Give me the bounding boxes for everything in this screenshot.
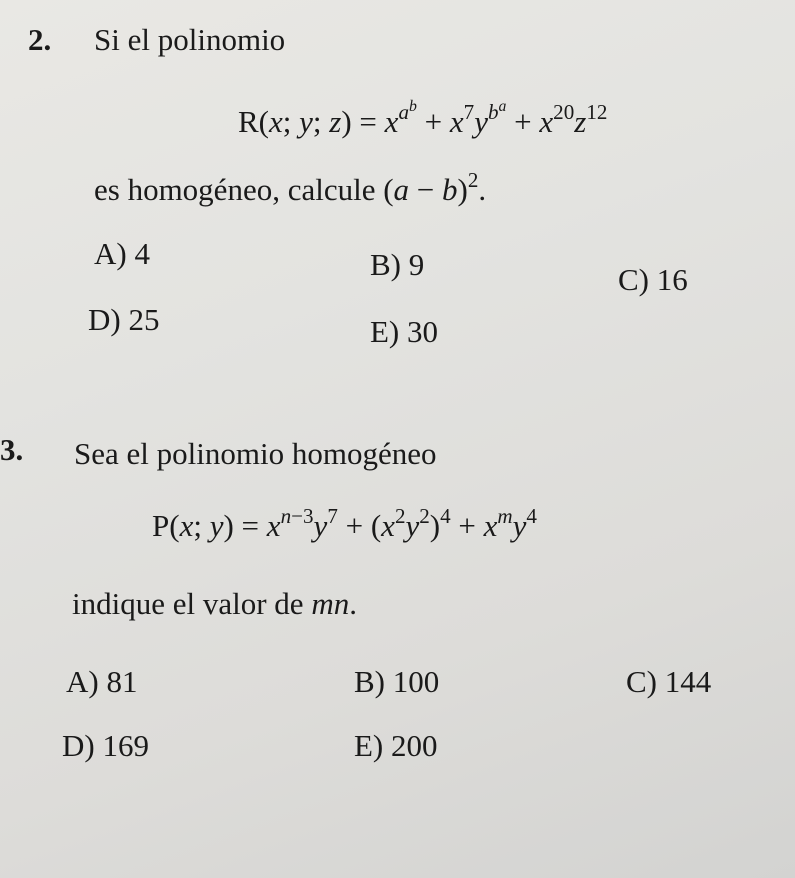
option-value: 200 bbox=[391, 728, 438, 763]
option-value: 169 bbox=[102, 728, 149, 763]
problem-3-option-b bbox=[354, 664, 439, 700]
option-value: 4 bbox=[134, 236, 150, 271]
option-letter: B) bbox=[370, 247, 401, 282]
option-value: 100 bbox=[392, 664, 440, 699]
problem-3-number: 3. bbox=[0, 432, 24, 467]
option-value: 9 bbox=[408, 247, 425, 282]
option-value: 16 bbox=[656, 262, 688, 297]
option-value: 25 bbox=[128, 302, 160, 337]
problem-2-option-e bbox=[370, 314, 438, 350]
problem-2-option-b bbox=[370, 247, 424, 283]
option-letter: D) bbox=[88, 302, 121, 337]
problem-2-option-a bbox=[94, 236, 150, 272]
problem-3-question-text: indique el valor de bbox=[72, 586, 304, 621]
problem-2-formula: R(x; y; $z) = x^{a^b} + x^7y^{b^a} + x^{20}z^{12}$ bbox=[238, 98, 608, 139]
problem-3-intro: Sea el polinomio homogéneo bbox=[74, 436, 437, 471]
option-letter: A) bbox=[66, 664, 99, 699]
option-letter: E) bbox=[354, 728, 384, 763]
problem-2-intro: Si el polinomio bbox=[94, 22, 286, 57]
problem-2-option-c bbox=[618, 262, 688, 298]
option-value: 81 bbox=[106, 664, 138, 699]
option-letter: B) bbox=[354, 664, 385, 699]
problem-3-question: indique el valor de mn. bbox=[72, 586, 357, 621]
problem-2-expression: $(a - b)^2$. bbox=[383, 167, 487, 207]
option-letter: C) bbox=[626, 664, 657, 699]
problem-3-question-var: mn bbox=[311, 586, 350, 621]
problem-3-option-a bbox=[66, 664, 137, 700]
problem-3-option-e bbox=[354, 728, 438, 764]
option-letter: A) bbox=[94, 236, 127, 271]
problem-3-formula: P(x; $y) = x^{n-3}y^7 + (x^2y^2)^4 + x^my^4$ bbox=[152, 503, 537, 543]
problem-2-question bbox=[94, 167, 487, 208]
option-letter: E) bbox=[370, 314, 400, 349]
problem-2-option-d bbox=[88, 302, 159, 338]
option-value: 144 bbox=[664, 664, 712, 699]
option-letter: C) bbox=[618, 262, 649, 297]
problem-2-number: 2. bbox=[28, 22, 52, 57]
problem-3-option-d bbox=[62, 728, 149, 764]
option-value: 30 bbox=[407, 314, 439, 349]
problem-2-question-text: es homogéneo, calcule bbox=[94, 172, 376, 207]
problem-3-option-c bbox=[626, 664, 711, 700]
option-letter: D) bbox=[62, 728, 95, 763]
